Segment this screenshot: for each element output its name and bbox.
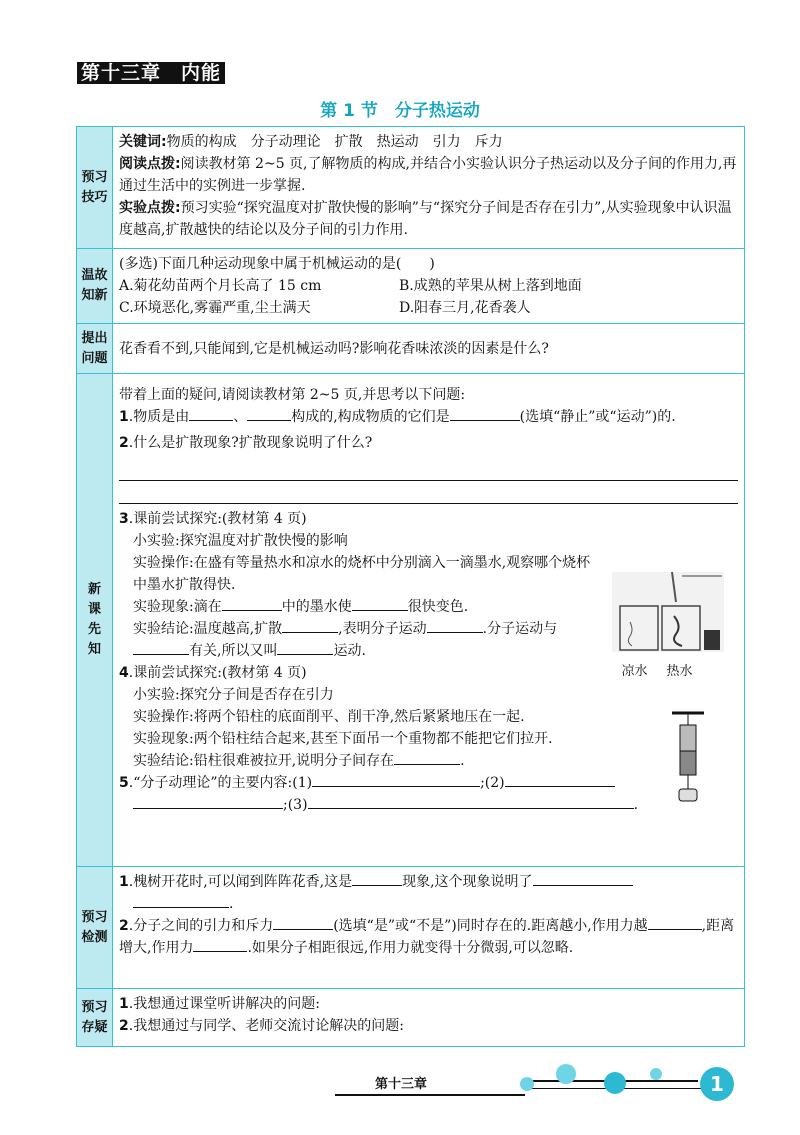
- option-d: D.阳春三月,花香袭人: [399, 300, 531, 316]
- label-line: 预习: [81, 169, 108, 185]
- text: 实验现象:滴在: [133, 599, 222, 615]
- answer-blank[interactable]: [450, 406, 520, 421]
- answer-blank[interactable]: [277, 640, 333, 655]
- label-cunyi: [77, 989, 113, 1047]
- q-number: 2: [119, 918, 129, 934]
- label-yuxi-jiqiao: [77, 127, 113, 249]
- content-jiance: [113, 867, 745, 989]
- deco-dot: [520, 1077, 534, 1091]
- label-line: 预习: [81, 999, 108, 1015]
- answer-blank[interactable]: [133, 794, 283, 809]
- q3-phen: [133, 596, 603, 618]
- label-line: 问题: [81, 350, 108, 366]
- keywords-text: 物质的构成 分子动理论 扩散 热运动 引力 斥力: [166, 134, 503, 150]
- q-number: 5: [119, 775, 129, 791]
- q4-body: [119, 684, 738, 772]
- chapter-heading: 第十三章 内能: [77, 62, 225, 84]
- label-line: 课: [87, 602, 101, 617]
- reading-line: [119, 153, 738, 197]
- row-yuxi-jiqiao: [77, 127, 745, 249]
- jiance-q1-cont: [119, 893, 738, 915]
- label-wengu: [77, 249, 113, 324]
- row-wengu: [77, 249, 745, 324]
- q3-line: [119, 508, 738, 530]
- keywords-line: [119, 131, 738, 153]
- q5-line-2: [119, 794, 738, 816]
- reading-label: 阅读点拨:: [119, 156, 181, 172]
- tichu-question: 花香看不到,只能闻到,它是机械运动吗?影响花香味浓淡的因素是什么?: [119, 340, 549, 357]
- text: .分子之间的引力和斥力: [128, 918, 274, 934]
- text: 运动.: [333, 643, 366, 659]
- q2-text: .什么是扩散现象?扩散现象说明了什么?: [128, 435, 373, 451]
- q4-text: .课前尝试探究:(教材第 4 页): [128, 665, 307, 681]
- label-line: 新: [87, 582, 101, 597]
- q-number: 2: [119, 1018, 129, 1034]
- wengu-question: (多选)下面几种运动现象中属于机械运动的是( ): [119, 256, 435, 272]
- exp-line: [119, 197, 738, 241]
- label-line: 知新: [81, 288, 108, 303]
- cold-water-label: 凉水: [621, 664, 648, 679]
- xinke-intro: 带着上面的疑问,请阅读教材第 2~5 页,并思考以下问题:: [119, 387, 466, 403]
- content-wengu: [113, 249, 745, 324]
- label-line: 提出: [81, 330, 108, 346]
- q-number: 3: [119, 511, 129, 527]
- text: 有关,所以又叫: [189, 643, 278, 659]
- label-line: 存疑: [81, 1019, 108, 1035]
- text: .: [633, 797, 639, 813]
- footer-chapter: 第十三章: [375, 1077, 428, 1092]
- text: .槐树开花时,可以闻到阵阵花香,这是: [128, 874, 353, 890]
- q3-text: .课前尝试探究:(教材第 4 页): [128, 511, 307, 527]
- text: ;(3): [283, 797, 308, 813]
- q3-conc: [133, 618, 603, 662]
- answer-blank[interactable]: [222, 596, 282, 611]
- row-xinke: [77, 374, 745, 867]
- label-xinke: [77, 374, 113, 867]
- q-number: 1: [119, 409, 129, 425]
- answer-blank[interactable]: [427, 618, 483, 633]
- text: .: [229, 896, 234, 912]
- q4-phen: 实验现象:两个铅柱结合起来,甚至下面吊一个重物都不能把它们拉开.: [133, 731, 553, 747]
- q4-op: 实验操作:将两个铅柱的底面削平、削干净,然后紧紧地压在一起.: [133, 709, 525, 725]
- answer-blank[interactable]: [352, 596, 408, 611]
- worksheet-table: [76, 126, 745, 1047]
- q3-body: [119, 530, 603, 662]
- q-number: 1: [119, 874, 129, 890]
- answer-blank[interactable]: [282, 618, 338, 633]
- content-tichu: [113, 324, 745, 374]
- answer-blank[interactable]: [308, 794, 634, 809]
- beakers-caption: [612, 661, 702, 683]
- row-jiance: [77, 867, 745, 989]
- text: .“分子动理论”的主要内容:(1): [128, 775, 313, 791]
- text: .我想通过与同学、老师交流讨论解决的问题:: [128, 1018, 404, 1034]
- text: 实验结论:温度越高,扩散: [133, 621, 283, 637]
- exp-label: 实验点拨:: [119, 200, 181, 216]
- option-b: B.成熟的苹果从树上落到地面: [399, 278, 582, 294]
- text: .分子运动与: [482, 621, 558, 637]
- q2-line: [119, 432, 738, 454]
- jiance-q1: [119, 871, 738, 893]
- label-line: 知: [87, 642, 101, 657]
- q4-conc: [133, 750, 738, 772]
- q-number: 2: [119, 435, 129, 451]
- q1-text-c: (选填“静止”或“运动”)的.: [519, 409, 676, 425]
- answer-blank[interactable]: [648, 915, 702, 930]
- label-line: 技巧: [81, 189, 108, 205]
- option-a: A.菊花幼苗两个月长高了 15 cm: [119, 278, 322, 294]
- text: .: [460, 753, 465, 769]
- answer-blank[interactable]: [533, 871, 633, 886]
- label-line: 温故: [81, 268, 108, 283]
- row-cunyi: [77, 989, 745, 1047]
- footer-rule: [335, 1094, 525, 1096]
- text: .我想通过课堂听讲解决的问题:: [128, 996, 320, 1012]
- hot-water-label: 热水: [666, 664, 693, 679]
- page-number: 1: [700, 1067, 734, 1101]
- xinke-body: [119, 384, 738, 816]
- beakers-figure: [612, 572, 724, 679]
- q1-text-a: .物质是由: [128, 409, 190, 425]
- jiance-q2: [119, 915, 738, 959]
- options-row: [119, 275, 738, 297]
- deco-dot: [556, 1064, 576, 1084]
- reading-text: 阅读教材第 2~5 页,了解物质的构成,并结合小实验认识分子热运动以及分子间的作用力,再通过生活中的实例进一步掌握.: [119, 156, 737, 194]
- exp-text: 预习实验“探究温度对扩散快慢的影响”与“探究分子间是否存在引力”,从实验现象中认识温度越高,扩散越快的结论以及分子间的引力作用.: [119, 200, 732, 238]
- text: ;(2): [480, 775, 505, 791]
- q3-exp: 小实验:探究温度对扩散快慢的影响: [133, 533, 348, 549]
- options-row: [119, 297, 738, 319]
- label-tichu: [77, 324, 113, 374]
- text: ,距离增大,作用力: [119, 918, 735, 956]
- text: 中的墨水使: [281, 599, 352, 615]
- answer-blank[interactable]: [193, 937, 247, 952]
- content-xinke: [113, 374, 745, 867]
- answer-blank[interactable]: [394, 750, 460, 765]
- text: .如果分子相距很远,作用力就变得十分微弱,可以忽略.: [247, 940, 574, 956]
- q5-line: [119, 772, 738, 794]
- q-number: 4: [119, 665, 129, 681]
- q1-text-b: 构成的,构成物质的它们是: [291, 409, 450, 425]
- row-tichu: [77, 324, 745, 374]
- label-line: 预习: [81, 909, 108, 925]
- q1-sep: 、: [233, 409, 248, 425]
- answer-blank[interactable]: [189, 406, 233, 421]
- text: 很快变色.: [407, 599, 469, 615]
- answer-line[interactable]: [119, 460, 738, 481]
- cunyi-q1: [119, 993, 738, 1015]
- answer-blank[interactable]: [133, 893, 229, 908]
- text: 现象,这个现象说明了: [402, 874, 533, 890]
- beakers-illustration: [612, 572, 724, 652]
- deco-dot: [604, 1072, 626, 1094]
- keywords-label: 关键词:: [119, 134, 167, 150]
- q4-exp: 小实验:探究分子间是否存在引力: [133, 687, 334, 703]
- answer-blank[interactable]: [352, 871, 402, 886]
- label-line: 检测: [81, 929, 108, 945]
- deco-dot: [650, 1068, 662, 1080]
- section-title: 第 1 节 分子热运动: [320, 101, 480, 121]
- answer-blank[interactable]: [133, 640, 189, 655]
- q1-line: [119, 406, 738, 428]
- answer-blank[interactable]: [312, 772, 480, 787]
- content-cunyi: [113, 989, 745, 1047]
- cunyi-q2: [119, 1015, 738, 1037]
- q3-op: 实验操作:在盛有等量热水和凉水的烧杯中分别滴入一滴墨水,观察哪个烧杯中墨水扩散得快.: [133, 555, 591, 593]
- lead-cylinders-figure: [668, 709, 708, 809]
- option-c: C.环境恶化,雾霾严重,尘土满天: [119, 300, 311, 316]
- answer-line[interactable]: [119, 483, 738, 504]
- text: (选填“是”或“不是”)同时存在的.距离越小,作用力越: [333, 918, 648, 934]
- content-yuxi-jiqiao: [113, 127, 745, 249]
- text: ,表明分子运动: [338, 621, 427, 637]
- label-line: 先: [87, 622, 101, 637]
- answer-blank[interactable]: [247, 406, 291, 421]
- answer-blank[interactable]: [273, 915, 333, 930]
- answer-blank[interactable]: [505, 772, 615, 787]
- label-jiance: [77, 867, 113, 989]
- q-number: 1: [119, 996, 129, 1012]
- text: 实验结论:铅柱很难被拉开,说明分子间存在: [133, 753, 395, 769]
